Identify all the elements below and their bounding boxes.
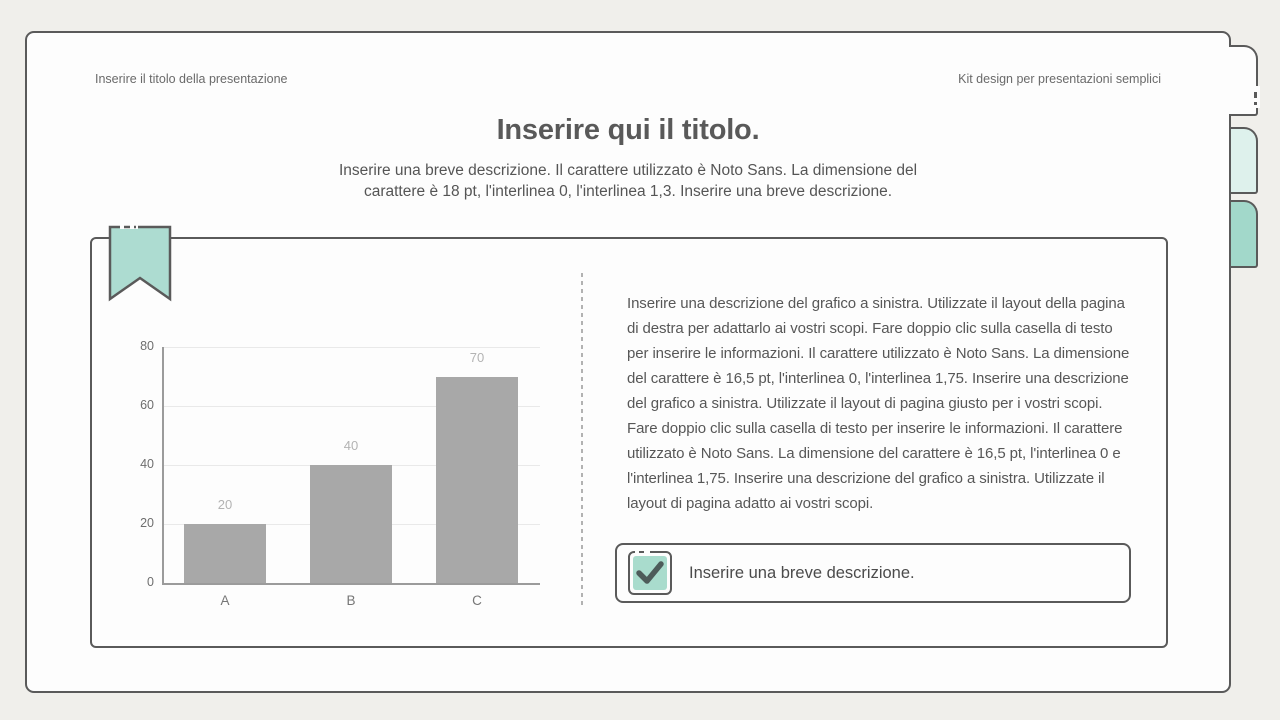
chart-bar[interactable] <box>436 377 518 584</box>
checkmark-icon <box>636 561 664 585</box>
chart-category-label: B <box>346 593 356 608</box>
tab-border-dash <box>1254 92 1257 98</box>
chart-value-label: 70 <box>469 349 485 365</box>
chart-bar[interactable] <box>310 465 392 583</box>
chart-ytick-label: 80 <box>140 339 154 353</box>
description-callout-box[interactable] <box>615 543 1131 603</box>
tab-mint[interactable] <box>1231 200 1258 268</box>
chart-description-text[interactable]: Inserire una descrizione del grafico a sinistra. Utilizzate il layout della pagina di destra per adattarlo ai vostri scopi. Fare doppio clic sulla casella di testo per inserire le informazioni. Il carattere utilizzato è Noto Sans. La dimensione del carattere è 16,5 pt, l'interlinea 0, l'interlinea 1,75. Inserire una descrizione del grafico a sinistra. Utilizzate il layout di pagina giusto per i vostri scopi. Fare doppio clic sulla casella di testo per inserire le informazioni. Il carattere utilizzato è Noto Sans. La dimensione del carattere è 16,5 pt, l'interlinea 0 e l'interlinea 1,75. Inserire una descrizione del grafico a sinistra. Utilizzate il layout di pagina adatto ai vostri scopi. <box>627 295 1130 512</box>
bar-chart[interactable] <box>130 340 550 610</box>
chart-x-axis <box>162 583 540 585</box>
checkbox[interactable] <box>628 551 672 595</box>
tab-mint-light[interactable] <box>1231 127 1258 194</box>
chart-ytick-label: 60 <box>140 398 154 412</box>
checkbox-label[interactable]: Inserire una breve descrizione. <box>689 563 915 582</box>
kit-name-label: Kit design per presentazioni semplici <box>958 72 1161 86</box>
chart-value-label: 20 <box>217 497 233 512</box>
chart-value-label: 40 <box>343 438 359 453</box>
checkbox-border-dash <box>639 551 644 553</box>
chart-ytick-label: 20 <box>140 516 154 530</box>
checkbox-fill <box>633 556 667 590</box>
chart-y-axis <box>162 347 164 585</box>
chart-category-label: A <box>220 593 230 608</box>
chart-ytick-label: 0 <box>147 575 154 589</box>
presentation-title-placeholder[interactable]: Inserire il titolo della presentazione <box>95 72 288 86</box>
chart-gridline <box>162 347 540 348</box>
tab-border-dot <box>1254 102 1257 105</box>
chart-category-label: C <box>472 593 482 608</box>
slide-subtitle[interactable]: Inserire una breve descrizione. Il carattere utilizzato è Noto Sans. La dimensione del carattere è 18 pt, l'interlinea 0, l'interlinea 1,3. Inserire una breve descrizione. <box>338 162 918 200</box>
dotted-divider <box>581 273 583 609</box>
chart-bar[interactable] <box>184 524 266 583</box>
slide-title[interactable]: Inserire qui il titolo. <box>496 114 760 146</box>
chart-ytick-label: 40 <box>140 457 154 471</box>
bookmark-ribbon-icon[interactable] <box>108 225 174 303</box>
